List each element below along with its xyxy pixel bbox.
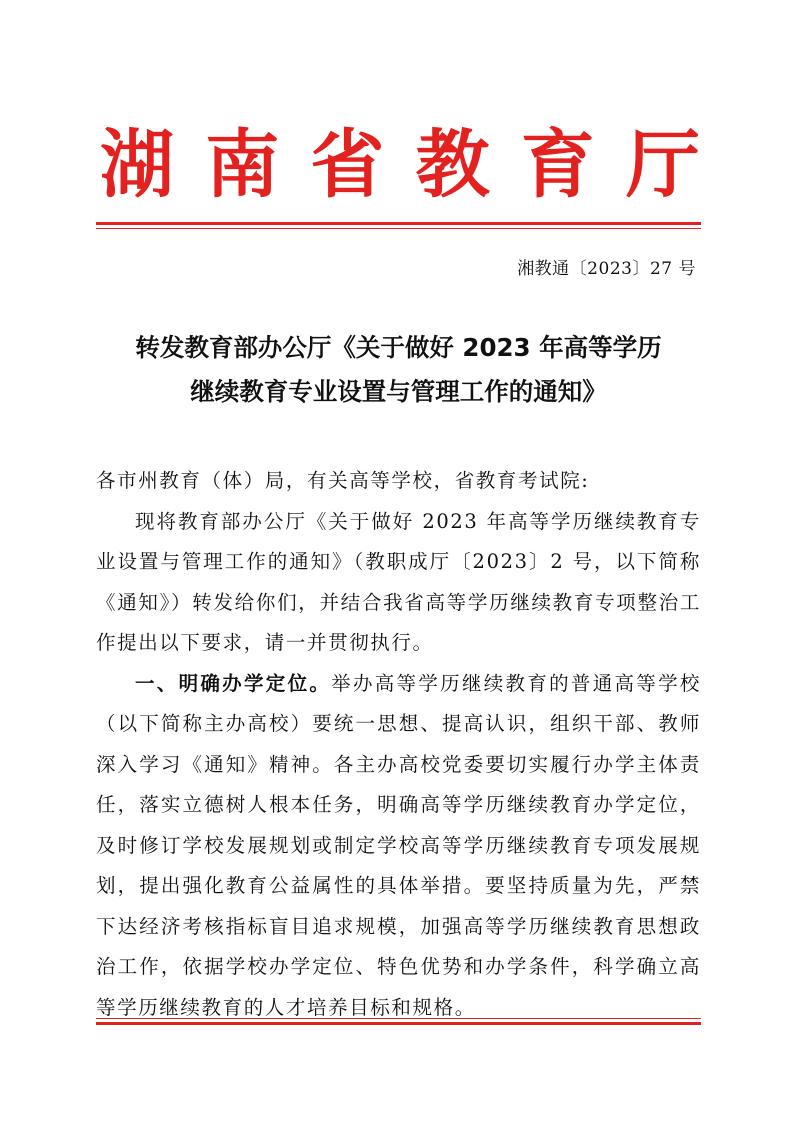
document-body [96,461,701,1028]
masthead-char: 南 [205,122,280,208]
masthead-char: 湖 [100,122,174,208]
section-paragraph [96,664,701,1029]
salutation: 各市州教育（体）局，有关高等学校，省教育考试院: [96,469,590,492]
footer-divider-thin [96,1018,701,1019]
title-line-2: 继续教育专业设置与管理工作的通知》 [190,377,607,406]
masthead-char: 省 [310,122,385,208]
masthead-divider-thin [96,228,701,229]
document-title [96,326,701,414]
section-heading: 一、明确办学定位。 [135,671,332,695]
masthead-char: 育 [520,122,595,208]
footer-divider-thick [96,1022,701,1025]
masthead [100,120,700,210]
paragraph: 现将教育部办公厅《关于做好 2023 年高等学历继续教育专业设置与管理工作的通知》（教职成厅〔2023〕2 号，以下简称《通知》）转发给你们，并结合我省高等学历继续教育专项整治工作提出以下要求，请一并贯彻执行。 [96,509,701,654]
section-text: 举办高等学历继续教育的普通高等学校（以下简称主办高校）要统一思想、提高认识，组织干部、教师深入学习《通知》精神。各主办高校党委要切实履行办学主体责任，落实立德树人根本任务，明确高等学历继续教育办学定位，及时修订学校发展规划或制定学校高等学历继续教育专项发展规划，提出强化教育公益属性的具体举措。要坚持质量为先，严禁下达经济考核指标盲目追求规模，加强高等学历继续教育思想政治工作，依据学校办学定位、特色优势和办学条件，科学确立高等学历继续教育的人才培养目标和规格。 [96,671,702,1019]
masthead-divider-thick [96,222,701,225]
title-line-1: 转发教育部办公厅《关于做好 2023 年高等学历 [135,333,662,362]
masthead-char: 厅 [625,122,700,208]
masthead-char: 教 [415,122,490,208]
document-number: 湘教通〔2023〕27 号 [517,259,696,279]
